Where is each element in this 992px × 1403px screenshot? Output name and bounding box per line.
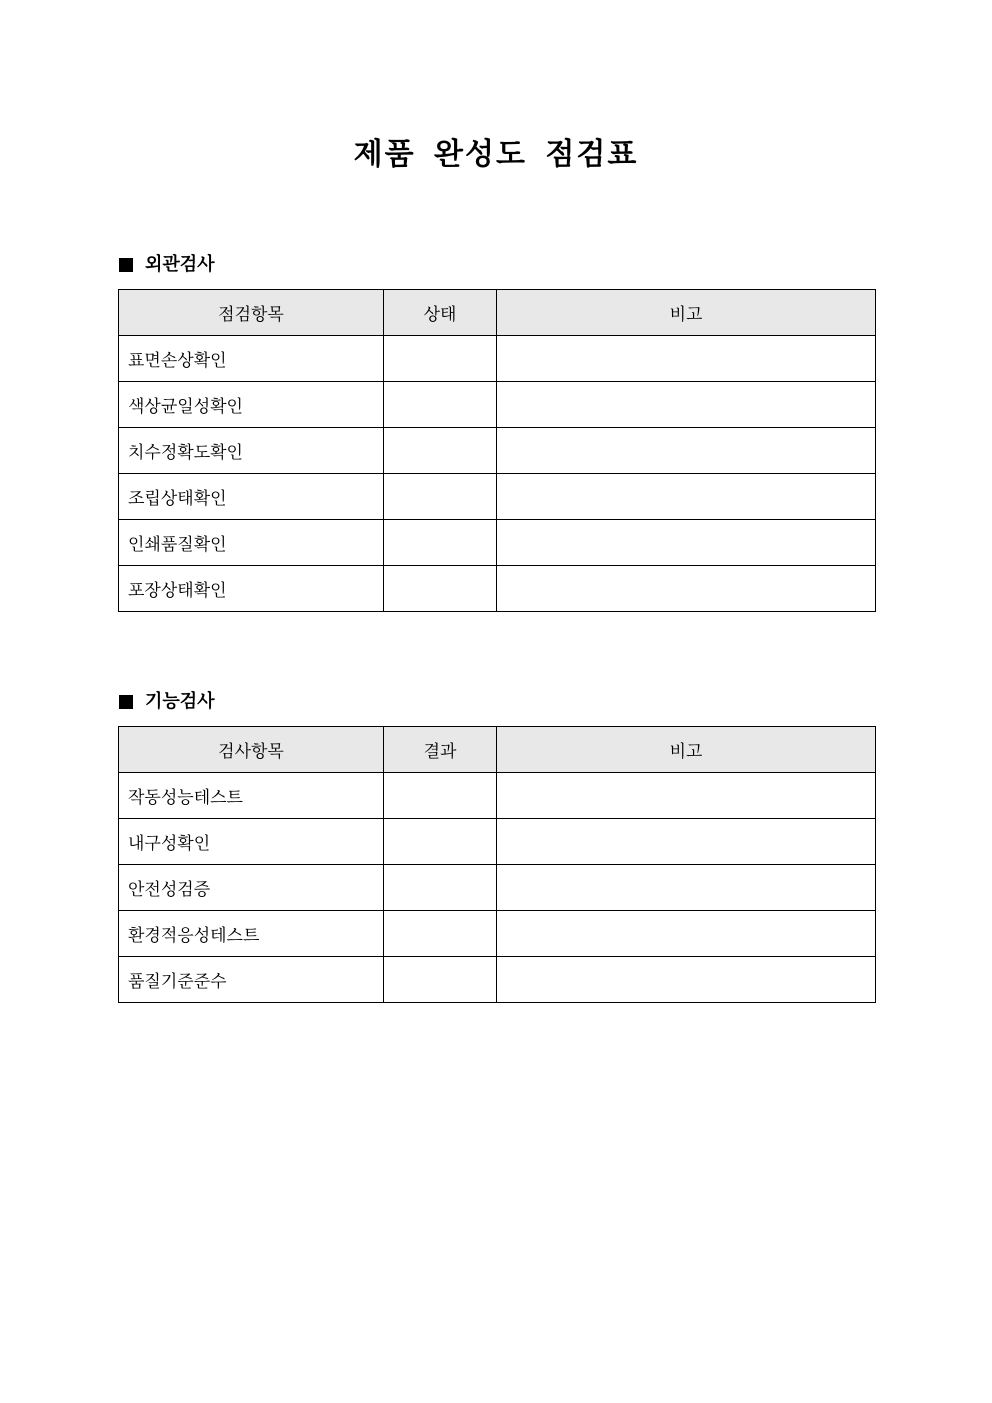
- item-cell: 품질기준준수: [119, 957, 384, 1003]
- item-cell: 안전성검증: [119, 865, 384, 911]
- note-cell[interactable]: [497, 520, 876, 566]
- document-title: 제품 완성도 점검표: [353, 137, 639, 172]
- table-row: [119, 566, 876, 612]
- status-cell[interactable]: [384, 566, 497, 612]
- table-row: [119, 911, 876, 957]
- status-cell[interactable]: [384, 520, 497, 566]
- table-row: [119, 382, 876, 428]
- column-header-result: 결과: [384, 727, 497, 773]
- column-header-note: 비고: [497, 290, 876, 336]
- square-bullet-icon: [119, 258, 133, 272]
- status-cell[interactable]: [384, 336, 497, 382]
- section-title: 외관검사: [145, 254, 215, 275]
- table-row: [119, 336, 876, 382]
- result-cell[interactable]: [384, 865, 497, 911]
- table-row: [119, 819, 876, 865]
- appearance-inspection-table: [118, 289, 876, 612]
- table-header-row: [119, 727, 876, 773]
- note-cell[interactable]: [497, 566, 876, 612]
- column-header-note: 비고: [497, 727, 876, 773]
- table-row: [119, 865, 876, 911]
- item-cell: 치수정확도확인: [119, 428, 384, 474]
- item-cell: 내구성확인: [119, 819, 384, 865]
- result-cell[interactable]: [384, 773, 497, 819]
- table-row: [119, 773, 876, 819]
- status-cell[interactable]: [384, 428, 497, 474]
- table-row: [119, 474, 876, 520]
- status-cell[interactable]: [384, 474, 497, 520]
- item-cell: 조립상태확인: [119, 474, 384, 520]
- column-header-item: 검사항목: [119, 727, 384, 773]
- item-cell: 포장상태확인: [119, 566, 384, 612]
- note-cell[interactable]: [497, 819, 876, 865]
- item-cell: 작동성능테스트: [119, 773, 384, 819]
- item-cell: 환경적응성테스트: [119, 911, 384, 957]
- note-cell[interactable]: [497, 957, 876, 1003]
- note-cell[interactable]: [497, 865, 876, 911]
- square-bullet-icon: [119, 695, 133, 709]
- column-header-item: 점검항목: [119, 290, 384, 336]
- note-cell[interactable]: [497, 773, 876, 819]
- section-title: 기능검사: [145, 691, 215, 712]
- table-header-row: [119, 290, 876, 336]
- section-heading-appearance: [119, 253, 215, 277]
- note-cell[interactable]: [497, 428, 876, 474]
- note-cell[interactable]: [497, 474, 876, 520]
- table-row: [119, 957, 876, 1003]
- item-cell: 표면손상확인: [119, 336, 384, 382]
- result-cell[interactable]: [384, 819, 497, 865]
- note-cell[interactable]: [497, 382, 876, 428]
- section-heading-function: [119, 690, 215, 714]
- table-row: [119, 428, 876, 474]
- item-cell: 인쇄품질확인: [119, 520, 384, 566]
- column-header-status: 상태: [384, 290, 497, 336]
- note-cell[interactable]: [497, 336, 876, 382]
- note-cell[interactable]: [497, 911, 876, 957]
- function-inspection-table: [118, 726, 876, 1003]
- item-cell: 색상균일성확인: [119, 382, 384, 428]
- status-cell[interactable]: [384, 382, 497, 428]
- table-row: [119, 520, 876, 566]
- result-cell[interactable]: [384, 957, 497, 1003]
- result-cell[interactable]: [384, 911, 497, 957]
